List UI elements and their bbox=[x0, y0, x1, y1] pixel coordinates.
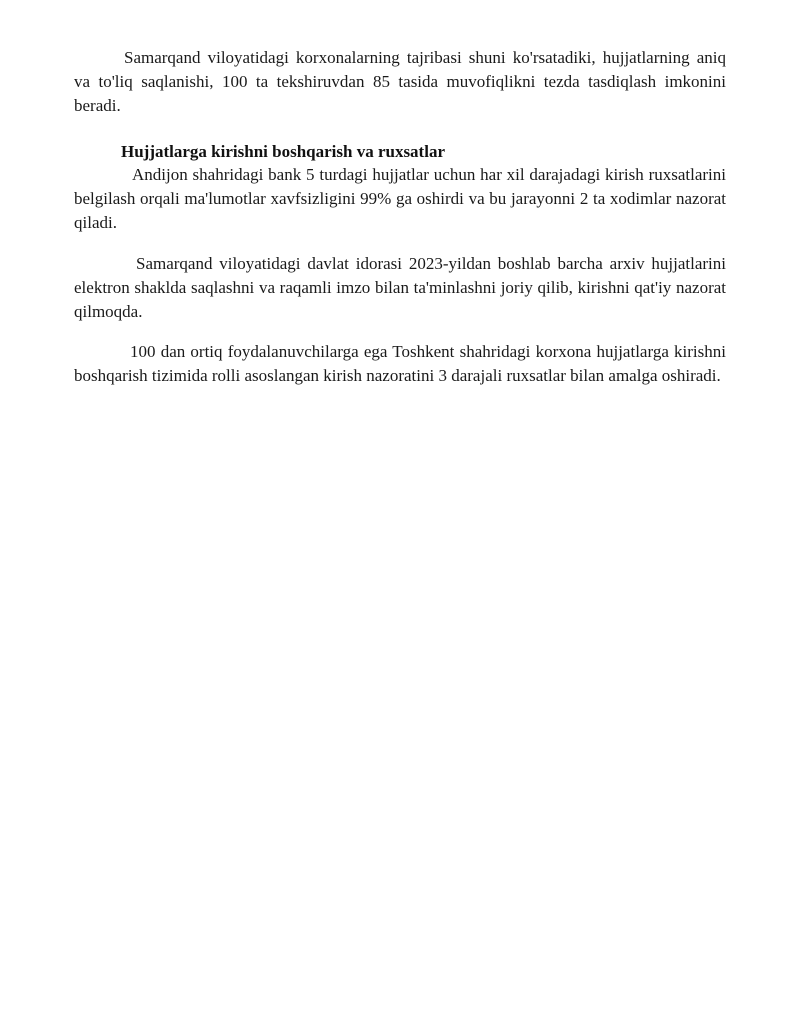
body-paragraph: Andijon shahridagi bank 5 turdagi hujjatlar uchun har xil darajadagi kirish ruxsatlarini belgilash orqali ma'lumotlar xavfsizligini 99% ga oshirdi va bu jarayonni 2 ta xodimlar nazorat qiladi. bbox=[74, 165, 726, 232]
body-paragraph: Samarqand viloyatidagi davlat idorasi 2023-yildan boshlab barcha arxiv hujjatlarini elektron shaklda saqlashni va raqamli imzo bilan ta'minlashni joriy qilib, kirishni qat'iy nazorat qilmoqda. bbox=[74, 254, 726, 321]
intro-paragraph: Samarqand viloyatidagi korxonalarning tajribasi shuni ko'rsatadiki, hujjatlarning aniq va to'liq saqlanishi, 100 ta tekshiruvdan 85 tasida muvofiqlikni tezda tasdiqlash imkonini beradi. bbox=[74, 48, 726, 115]
body-paragraph: 100 dan ortiq foydalanuvchilarga ega Toshkent shahridagi korxona hujjatlarga kirishni boshqarish tizimida rolli asoslangan kirish nazoratini 3 darajali ruxsatlar bilan amalga oshiradi. bbox=[74, 342, 726, 385]
section-heading: Hujjatlarga kirishni boshqarish va ruxsatlar bbox=[121, 142, 445, 161]
